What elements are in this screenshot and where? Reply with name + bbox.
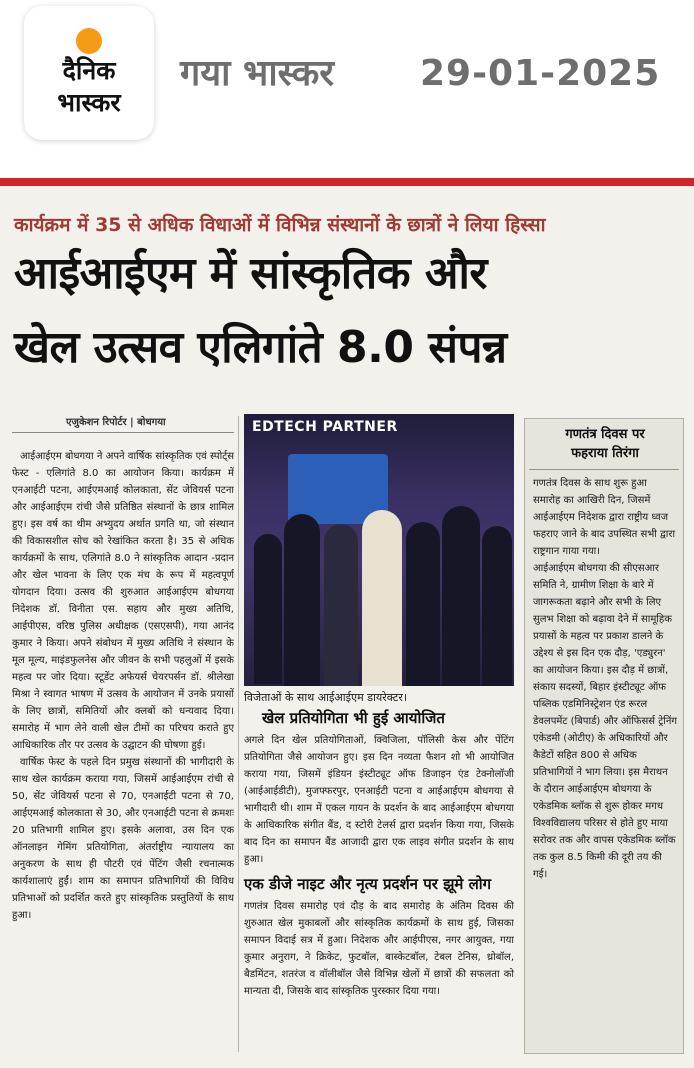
byline-rule — [12, 432, 234, 433]
person-silhouette — [482, 526, 512, 686]
news-clipping — [0, 186, 694, 1068]
person-silhouette — [362, 510, 402, 686]
section-heading-sports: खेल प्रतियोगिता भी हुई आयोजित — [262, 709, 445, 727]
page-header — [0, 0, 694, 178]
section-text-dj-night: गणतंत्र दिवस समारोह एवं दौड़ के बाद समारोह के अंतिम दिवस की शुरुआत खेल मुकाबलों और सांस्कृतिक कार्यक्रमों के साथ हुई, जिसका समापन विदाई सत्र में हुआ। निदेशक और आईपीएस, नगर आयुक्त, गया कुमार अनुराग, ने क्रिकेट, फुटबॉल, बास्केटबॉल, टेबल टेनिस, थ्रोबॉल, बैडमिंटन, शतरंज व वॉलीबॉल जैसे विभिन्न खेलों में छात्रों की सफलता को मान्यता दी, जिसके बाद सांस्कृतिक पुरस्कार दिया गया। — [244, 901, 514, 997]
body-paragraph: आईआईएम बोधगया ने अपने वार्षिक सांस्कृतिक एवं स्पोर्ट्स फेस्ट - एलिगांते 8.0 का आयोजन किया। कार्यक्रम में एनआईटी पटना, आईएमआई कोलकाता, सेंट जेवियर्स पटना और आईआईएम रांची जैसे प्रतिष्ठित संस्थानों के छात्र शामिल हुए। इस वर्ष का थीम अभ्युदय अर्थात प्रगति था, जो संस्थान की विकासशील सोच को रेखांकित करता है। 35 से अधिक कार्यक्रमों के साथ, एलिगांते 8.0 ने सांस्कृतिक आदान -प्रदान और खेल भावना के लिए एक मंच के रूप में महत्वपूर्ण योगदान दिया। उत्सव की शुरुआत आईआईएम बोधगया निदेशक डॉ. विनीता एस. सहाय और मुख्य अतिथि, आईपीएस, वरिष्ठ पुलिस अधीक्षक (एसएसपी), गया आनंद कुमार ने किया। अपने संबोधन में मुख्य अतिथि ने संस्थान के मूल मूल्य, माइंडफुलनेस और जीवन के सभी पहलुओं में इसके महत्व पर जोर दिया। स्टूडेंट अफेयर्स चेयरपर्सन डॉ. श्रीलेखा मिश्रा ने स्वागत भाषण में उत्सव के आयोजन में उनके प्रयासों के लिए छात्रों, समितियों और क्लबों को धन्यवाद दिया। समारोह में भाग लेने वाली खेल टीमों का परिचय कराते हुए आधिकारिक तौर पर उत्सव के उद्घाटन की घोषणा हुई। — [12, 451, 234, 751]
header-divider — [0, 178, 694, 186]
sun-icon — [76, 28, 102, 54]
headline-line2: खेल उत्सव एलिगांते 8.0 संपन्न — [14, 322, 507, 373]
logo-text-line2: भास्कर — [57, 88, 121, 117]
person-silhouette — [324, 524, 358, 686]
body-paragraph: वार्षिक फेस्ट के पहले दिन प्रमुख संस्थानों की भागीदारी के साथ खेल कार्यक्रम कराया गया, जिसमें आईआईएम रांची से 50, सेंट जेवियर्स पटना से 70, एनआईटी पटना से 70, आईएमआई कोलकाता से 30, और एनआईटी पटना से क्रमशः 20 प्रतिभागी शामिल हुए। इसके अलावा, उस दिन एक ऑनलाइन गेमिंग प्रतियोगिता, अंतर्राष्ट्रीय न्यायालय का अनुकरण के साथ ही पौटरी एवं पेंटिंग जैसी रचनात्मक कार्यशालाएं हुईं। शाम का समापन प्रतिभागियों की विविध प्रतिभाओं को प्रदर्शित करते हुए सांस्कृतिक प्रस्तुतियों के साथ हुआ। — [12, 757, 234, 921]
photo-banner-text: EDTECH PARTNER — [252, 419, 398, 435]
sidebar-body — [533, 475, 677, 1049]
newspaper-logo — [24, 6, 154, 140]
edition-name: गया भास्कर — [180, 53, 335, 94]
sidebar-title — [525, 425, 685, 463]
person-silhouette — [442, 506, 480, 686]
photo-caption: विजेताओं के साथ आईआईएम डायरेक्टर। — [244, 691, 408, 704]
article-body-column — [12, 448, 234, 1048]
person-silhouette — [254, 534, 282, 684]
edition-date: 29-01-2025 — [420, 53, 661, 94]
sidebar-divider — [529, 469, 679, 470]
sidebar-paragraph: गणतंत्र दिवस के साथ शुरू हुआ समारोह का आखिरी दिन, जिसमें आईआईएम निदेशक द्वारा राष्ट्रीय ध्वज फहराए जाने के बाद उपस्थित सभी द्वारा राष्ट्रगान गाया गया। — [533, 478, 676, 557]
person-silhouette — [406, 522, 440, 686]
sidebar-paragraph: आईआईएम बोधगया की सीएसआर समिति ने, ग्रामीण शिक्षा के बारे में जागरूकता बढ़ाने और सभी के लिए सुलभ शिक्षा को बढ़ावा देने में सामूहिक प्रयासों के महत्व पर प्रकाश डालने के उद्देश्य से इस दिन एक दौड़, 'एड्युरन' का आयोजन किया। इस दौड़ में छात्रों, संकाय सदस्यों, बिहार इंस्टीट्यूट ऑफ पब्लिक एडमिनिस्ट्रेशन एंड रूरल डेवलपमेंट (बिपार्ड) और ऑफिसर्स ट्रेनिंग एकेडमी (ओटीए) के अधिकारियों और कैडेटों सहित 800 से अधिक प्रतिभागियों ने भाग लिया। इस मैराथन के दौरान आईआईएम बोधगया के एकेडमिक ब्लॉक से शुरू होकर मगध विश्वविद्यालय परिसर से होते हुए माया सरोवर तक और वापस एकेडमिक ब्लॉक तक कुल 8.5 किमी की दूरी तय की गई। — [533, 563, 677, 880]
section-text-sports: अगले दिन खेल प्रतियोगिताओं, क्विजिला, पॉलिसी केस और पेंटिंग प्रतियोगिता जैसे आयोजन हुए। इस दिन नव्यता फैशन शो भी आयोजित कराया गया, जिसमें इंडियन इंस्टीट्यूट ऑफ डिजाइन एंड टेक्नोलॉजी (आईआईडीटी), मुजफ्फरपुर, एनआईटी पटना व आईआईएम बोधगया से भागीदारी थी। शाम में एकल गायन के प्रदर्शन के बाद आईआईएम बोधगया के आधिकारिक संगीत बैंड, द स्टोरी टेलर्स द्वारा प्रदर्शन किया गया, जिसके बाद दिन का समापन बैंड आजादी द्वारा एक लाइव संगीत प्रदर्शन के साथ हुआ। — [244, 735, 514, 865]
event-photo — [244, 414, 514, 686]
sidebar-title-line2: फहराया तिरंगा — [571, 446, 639, 461]
column-divider — [238, 416, 239, 1052]
section-heading-dj-night: एक डीजे नाइट और नृत्य प्रदर्शन पर झूमे लोग — [244, 875, 492, 893]
person-silhouette — [284, 514, 320, 686]
logo-text-line1: दैनिक — [62, 56, 116, 85]
headline-line1: आईआईएम में सांस्कृतिक और — [14, 248, 487, 299]
sidebar-box — [524, 418, 684, 1054]
sidebar-title-line1: गणतंत्र दिवस पर — [565, 427, 645, 442]
article-kicker: कार्यक्रम में 35 से अधिक विधाओं में विभिन्न संस्थानों के छात्रों ने लिया हिस्सा — [14, 214, 546, 236]
byline: एजुकेशन रिपोर्टर | बोधगया — [66, 417, 166, 428]
